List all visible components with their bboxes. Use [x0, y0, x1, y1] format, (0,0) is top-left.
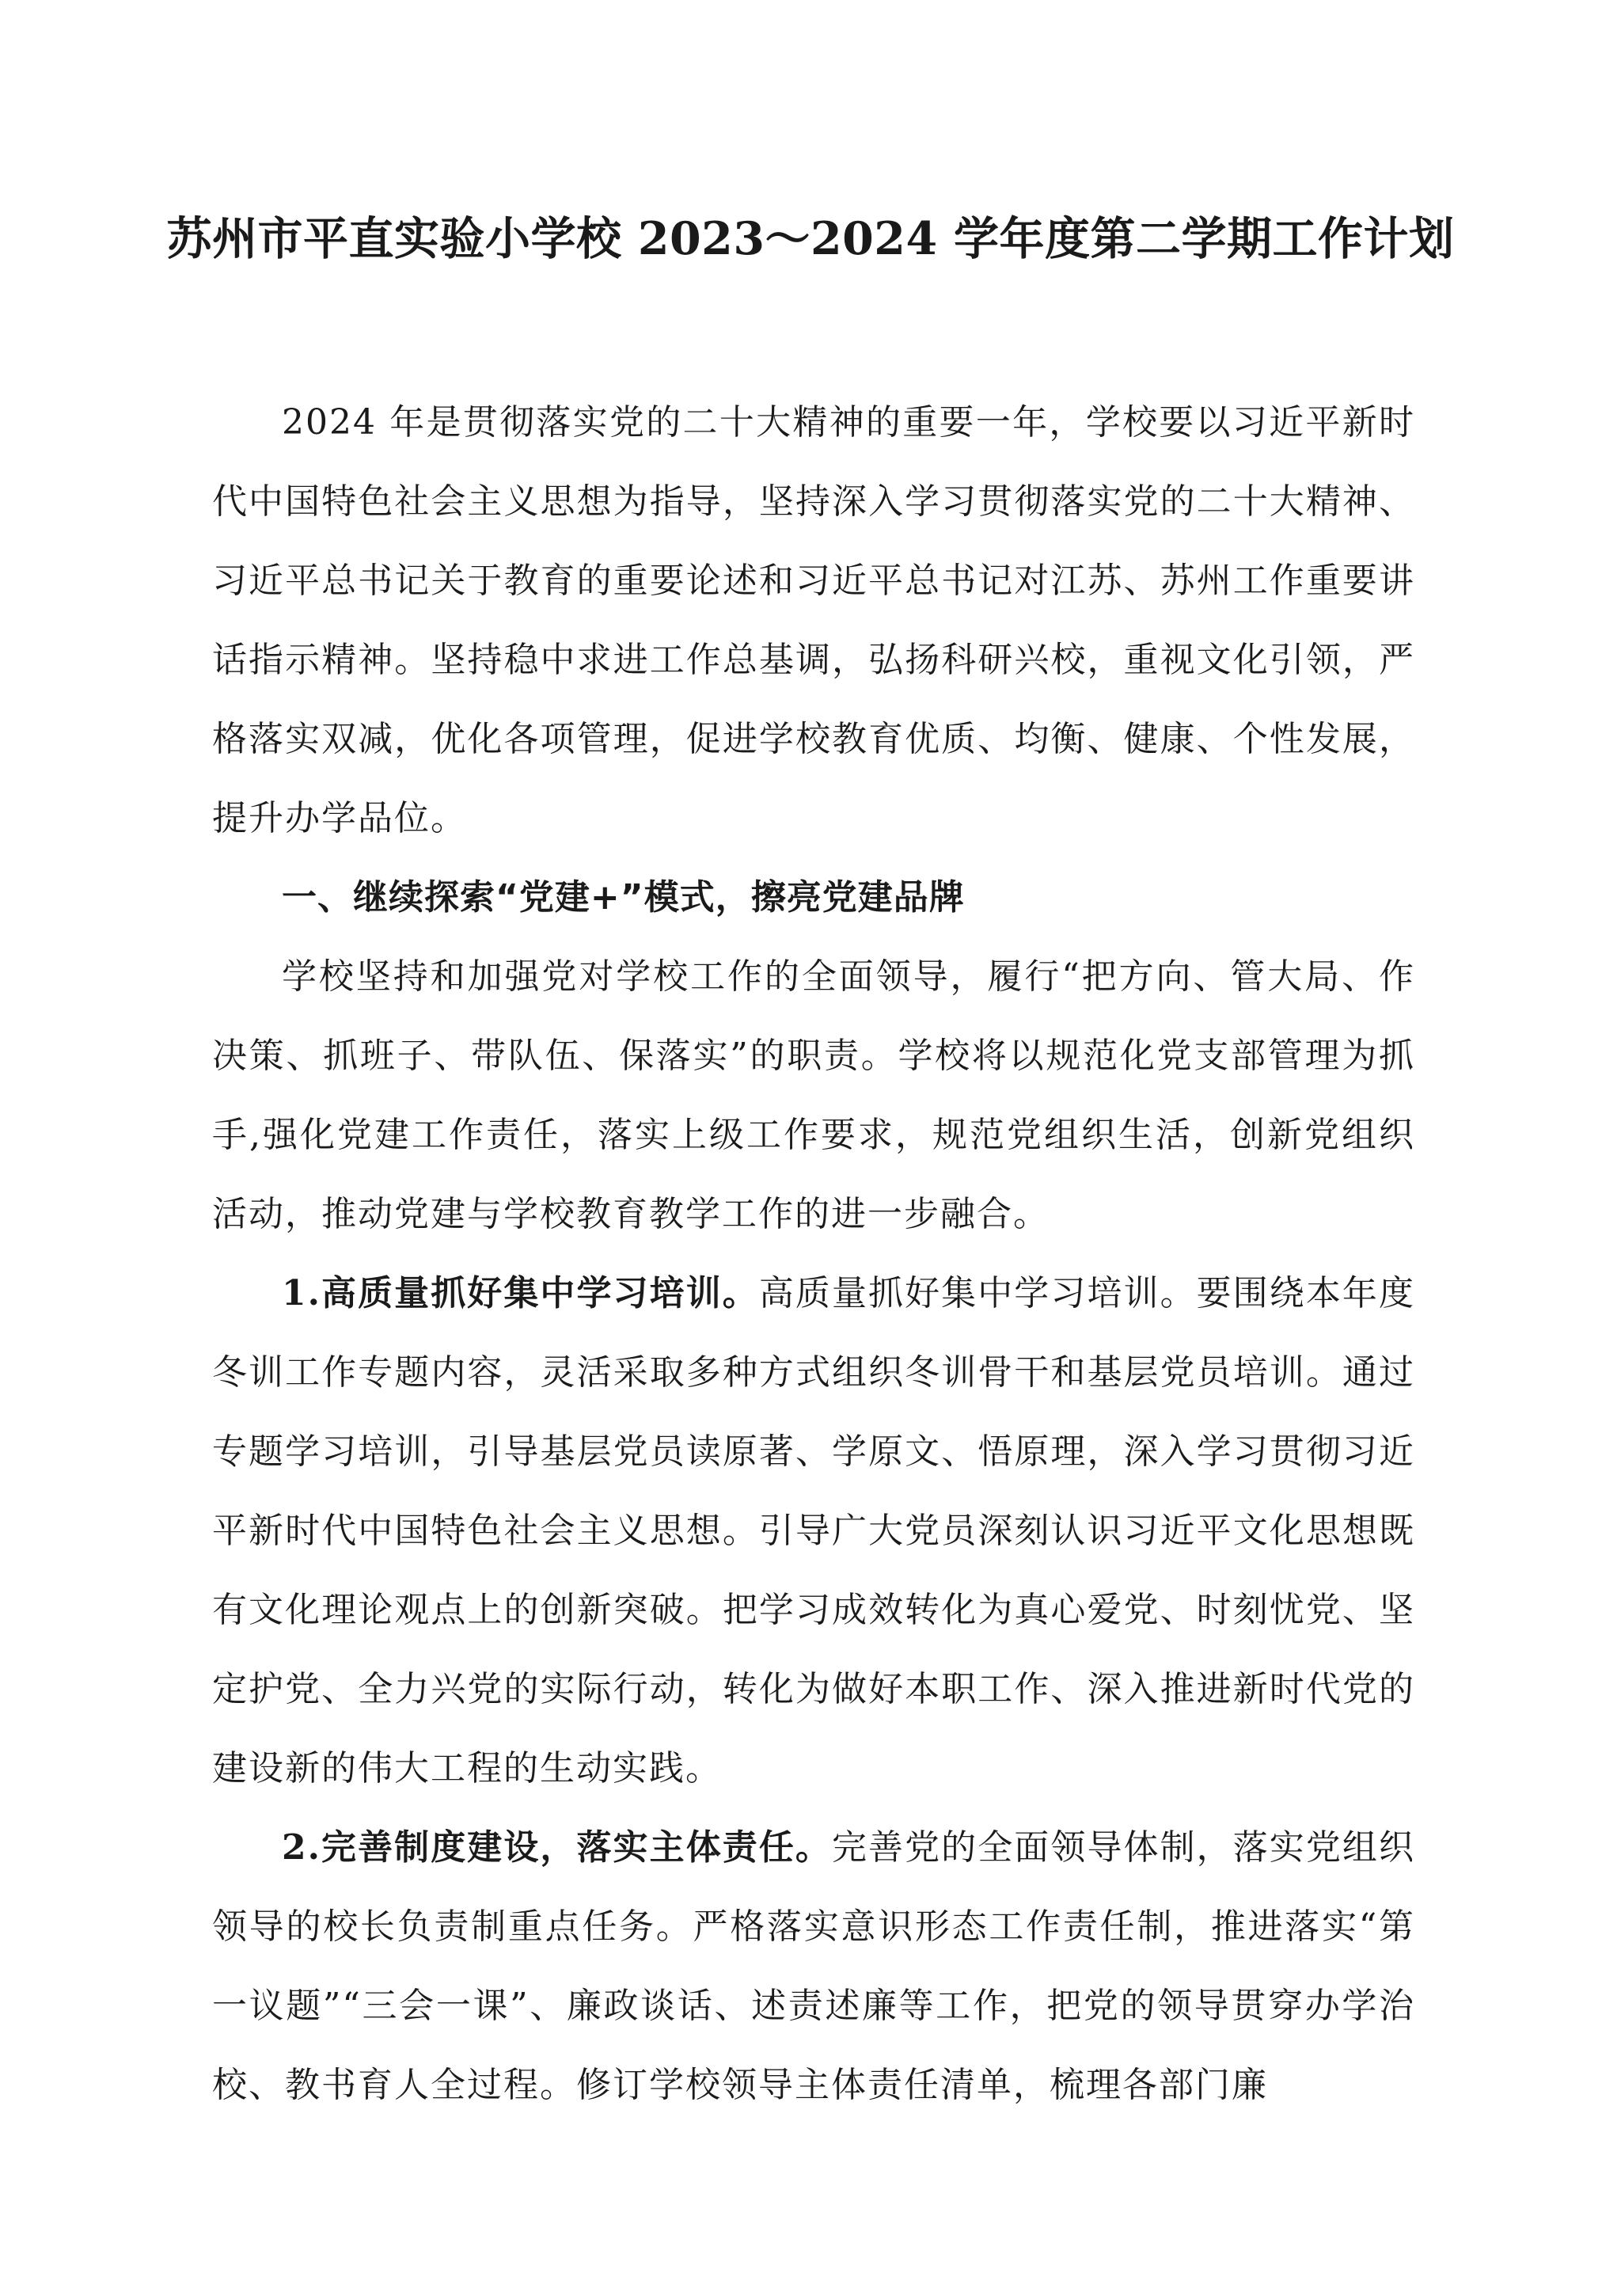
section-paragraph: 学校坚持和加强党对学校工作的全面领导，履行“把方向、管大局、作决策、抓班子、带队伍、保落实”的职责。学校将以规范化党支部管理为抓手,强化党建工作责任，落实上级工作要求，规范党组织生活，创新党组织活动，推动党建与学校教育教学工作的进一步融合。 [212, 956, 1415, 1234]
list-item-1-lead: 1.高质量抓好集中学习培训。 [282, 1273, 759, 1313]
intro-paragraph: 2024 年是贯彻落实党的二十大精神的重要一年，学校要以习近平新时代中国特色社会主义思想为指导，坚持深入学习贯彻落实党的二十大精神、习近平总书记关于教育的重要论述和习近平总书记对江苏、苏州工作重要讲话指示精神。坚持稳中求进工作总基调，弘扬科研兴校，重视文化引领，严格落实双减，优化各项管理，促进学校教育优质、均衡、健康、个性发展，提升办学品位。 [212, 402, 1415, 838]
document-title: 苏州市平直实验小学校 2023～2024 学年度第二学期工作计划 [166, 212, 1455, 265]
list-item-2-lead: 2.完善制度建设，落实主体责任。 [282, 1827, 832, 1868]
list-item-2-text: 完善党的全面领导体制，落实党组织领导的校长负责制重点任务。严格落实意识形态工作责任制，推进落实“第一议题”“三会一课”、廉政谈话、述责述廉等工作，把党的领导贯穿办学治校、教书育人全过程。修订学校领导主体责任清单，梳理各部门廉 [212, 1827, 1415, 2105]
document-body [212, 383, 1415, 2125]
list-item-1 [212, 1254, 1415, 1808]
list-item-2 [212, 1808, 1415, 2125]
list-item-1-text: 高质量抓好集中学习培训。要围绕本年度冬训工作专题内容，灵活采取多种方式组织冬训骨干和基层党员培训。通过专题学习培训，引导基层党员读原著、学原文、悟原理，深入学习贯彻习近平新时代中国特色社会主义思想。引导广大党员深刻认识习近平文化思想既有文化理论观点上的创新突破。把学习成效转化为真心爱党、时刻忧党、坚定护党、全力兴党的实际行动，转化为做好本职工作、深入推进新时代党的建设新的伟大工程的生动实践。 [212, 1273, 1415, 1789]
section-heading: 一、继续探索“党建+”模式，擦亮党建品牌 [282, 877, 965, 918]
